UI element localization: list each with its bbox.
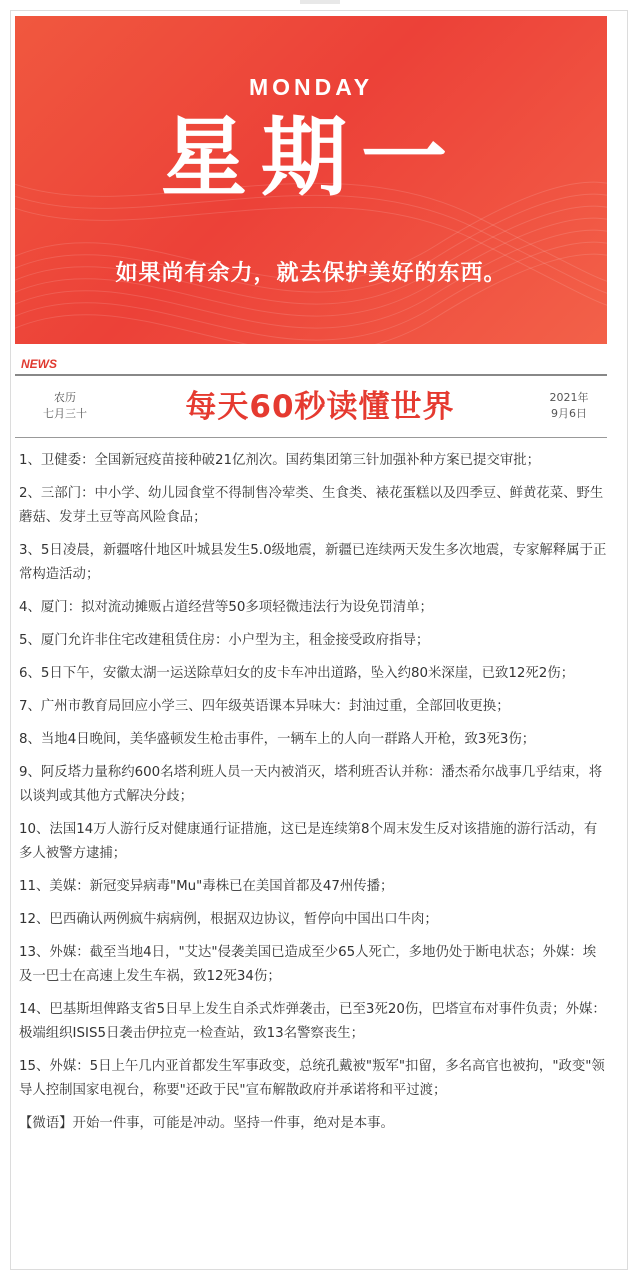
news-item-1: 1、卫健委：全国新冠疫苗接种破21亿剂次。国药集团第三针加强补种方案已提交审批； xyxy=(19,453,541,468)
news-item-10: 10、法国14万人游行反对健康通行证措施，这已是连续第8个周末发生反对该措施的游行活动，有多人被警方逮捕； xyxy=(19,822,598,861)
news-item-4: 4、厦门：拟对流动摊贩占道经营等50多项轻微违法行为设免罚清单； xyxy=(19,600,433,615)
news-item-14: 14、巴基斯坦俾路支省5日早上发生自杀式炸弹袭击，已至3死20伤，巴塔宣布对事件负责；外媒：极端组织ISIS5日袭击伊拉克一检查站，致13名警察丧生； xyxy=(19,1002,606,1041)
lunar-date xyxy=(30,390,100,422)
news-item-12: 12、巴西确认两例疯牛病病例，根据双边协议，暂停向中国出口牛肉； xyxy=(19,912,438,927)
news-list xyxy=(19,449,609,1136)
lunar-label: 农历 xyxy=(54,391,76,404)
news-item-11: 11、美媒：新冠变异病毒"Mu"毒株已在美国首都及47州传播； xyxy=(19,879,394,894)
header-divider xyxy=(15,374,607,376)
top-handle xyxy=(300,0,340,4)
hero-banner xyxy=(15,16,607,344)
news-item-15: 15、外媒：5日上午几内亚首都发生军事政变，总统孔戴被"叛军"扣留，多名高官也被拘，"政变"领导人控制国家电视台，称要"还政于民"宣布解散政府并承诺将和平过渡； xyxy=(19,1059,605,1098)
gregorian-year: 2021年 xyxy=(549,391,589,404)
news-item-8: 8、当地4日晚间，美华盛顿发生枪击事件，一辆车上的人向一群路人开枪，致3死3伤； xyxy=(19,732,536,747)
chinese-weekday: 星期一 xyxy=(161,107,461,208)
banner-slogan: 如果尚有余力，就去保护美好的东西。 xyxy=(115,261,507,286)
news-item-2: 2、三部门：中小学、幼儿园食堂不得制售冷荤类、生食类、裱花蛋糕以及四季豆、鲜黄花菜、野生蘑菇、发芽土豆等高风险食品； xyxy=(19,486,604,525)
news-item-7: 7、广州市教育局回应小学三、四年级英语课本异味大：封油过重，全部回收更换； xyxy=(19,699,510,714)
weiyu-quote: 【微语】开始一件事，可能是冲动。坚持一件事，绝对是本事。 xyxy=(19,1116,394,1131)
news-item-13: 13、外媒：截至当地4日，"艾达"侵袭美国已造成至少65人死亡，多地仍处于断电状态；外媒：埃及一巴士在高速上发生车祸，致12死34伤； xyxy=(19,945,597,984)
page-title: 每天60秒读懂世界 xyxy=(185,389,455,425)
gregorian-date xyxy=(534,390,604,422)
news-item-6: 6、5日下午，安徽太湖一运送除草妇女的皮卡车冲出道路，坠入约80米深崖，已致12死2伤； xyxy=(19,666,575,681)
news-item-3: 3、5日凌晨，新疆喀什地区叶城县发生5.0级地震，新疆已连续两天发生多次地震，专家解释属于正常构造活动； xyxy=(19,543,607,582)
news-item-5: 5、厦门允许非住宅改建租赁住房：小户型为主，租金接受政府指导； xyxy=(19,633,430,648)
news-section-tag: NEWS xyxy=(21,357,57,371)
lunar-day: 七月三十 xyxy=(43,407,87,420)
gregorian-day: 9月6日 xyxy=(551,407,587,420)
english-weekday: MONDAY xyxy=(248,74,374,100)
news-item-9: 9、阿反塔力量称约600名塔利班人员一天内被消灭，塔利班否认并称：潘杰希尔战事几乎结束，将以谈判或其他方式解决分歧； xyxy=(19,765,603,804)
title-divider xyxy=(15,437,607,438)
